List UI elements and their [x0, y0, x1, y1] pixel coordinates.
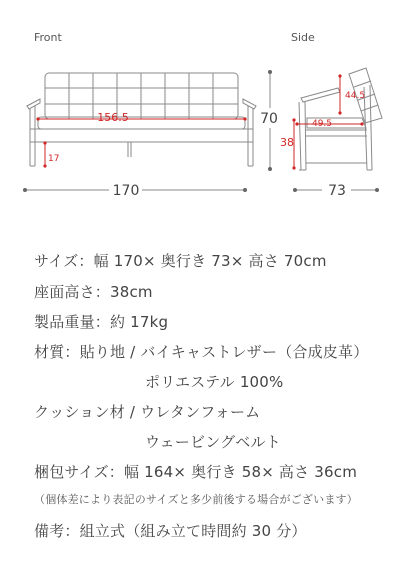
armrest-height-label: 44.5 [345, 91, 366, 101]
spec-cushion-continued: ウェービングベルト [145, 433, 281, 451]
front-view-label: Front [34, 31, 62, 44]
seat-depth-label: 49.5 [311, 119, 333, 129]
spec-material-continued: ポリエステル 100% [145, 373, 284, 391]
spec-package-size: 梱包サイズ：幅 164× 奥行き 58× 高さ 36cm [34, 463, 358, 481]
spec-seat-height: 座面高さ：38cm [34, 283, 153, 301]
spec-weight: 製品重量：約 17kg [34, 313, 169, 331]
spec-size: サイズ：幅 170× 奥行き 73× 高さ 70cm [34, 252, 327, 270]
spec-material: 材質：貼り地 / バイキャストレザー（合成皮革） [34, 343, 369, 361]
seat-height-label: 38 [280, 136, 294, 149]
spec-remarks: 備考：組立式（組み立て時間約 30 分） [34, 522, 307, 540]
spec-cushion: クッション材 / ウレタンフォーム [34, 403, 261, 421]
spec-size-note: （個体差により表記のサイズと多少前後する場合がございます） [34, 493, 358, 506]
overall-depth-label: 73 [328, 183, 346, 199]
overall-height-label: 70 [260, 111, 278, 127]
seat-width-label: 156.5 [97, 111, 129, 124]
leg-height-label: 17 [48, 154, 60, 164]
overall-width-label: 170 [112, 183, 140, 199]
side-view-label: Side [291, 31, 315, 44]
